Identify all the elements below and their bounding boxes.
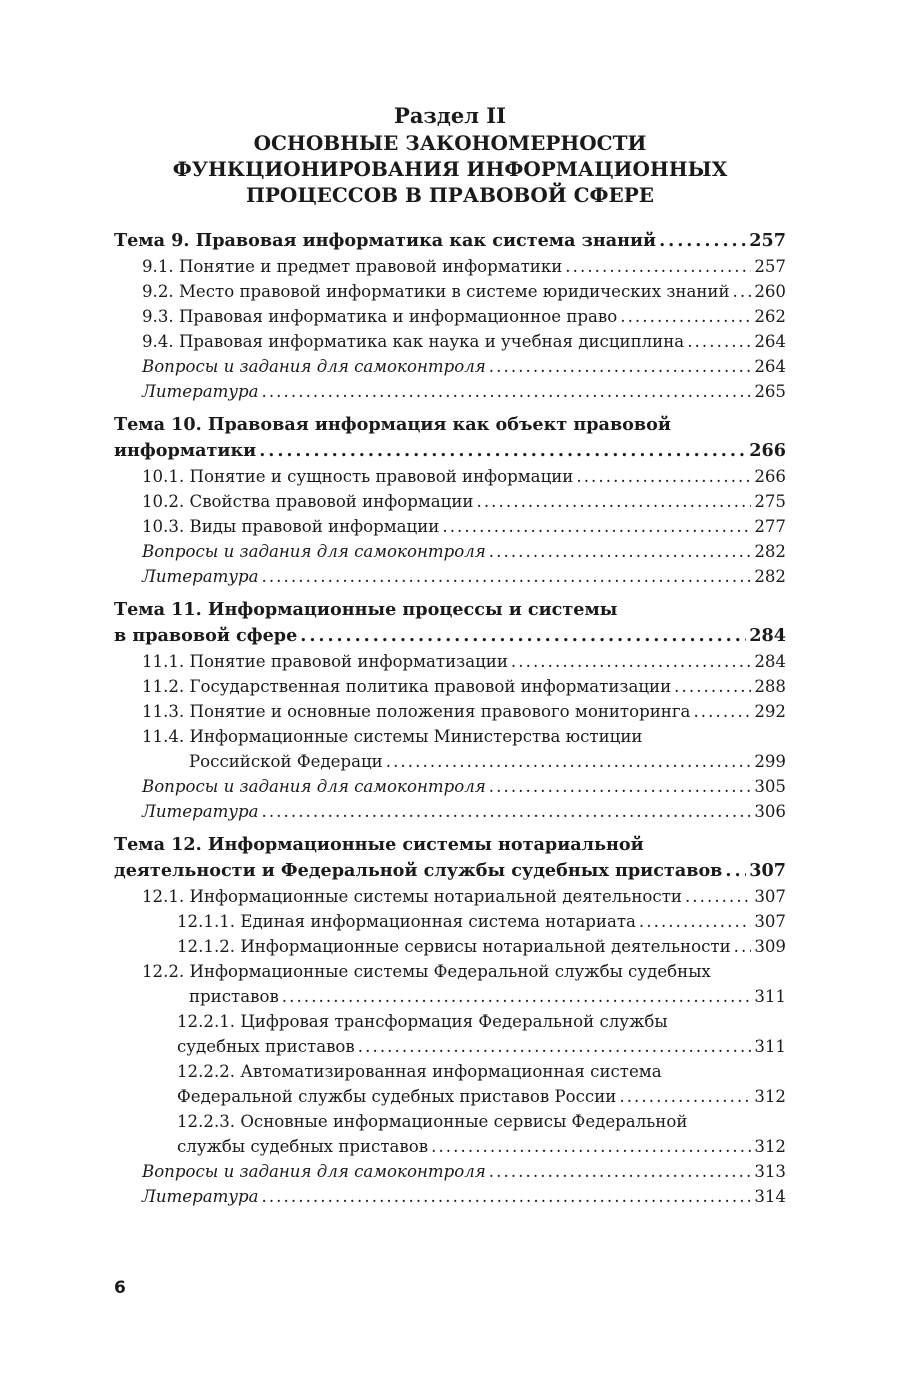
toc-subentry-title-line[interactable]: 12.2.2. Автоматизированная информационная система (177, 1062, 662, 1081)
toc-entry-title: Вопросы и задания для самоконтроля (142, 1162, 486, 1181)
section-number: Раздел II (394, 103, 506, 128)
toc-entry-title-line[interactable]: 12.2. Информационные системы Федеральной службы судебных (142, 962, 711, 981)
toc-page-number: 313 (754, 1162, 786, 1181)
toc-entry-title: Литература (142, 1187, 259, 1206)
toc-subentry[interactable] (114, 934, 786, 959)
dot-leader (576, 464, 751, 489)
topic-12 (114, 832, 786, 1209)
toc-subentry[interactable] (114, 1134, 786, 1159)
toc-subentry-title-line[interactable]: 12.2.1. Цифровая трансформация Федеральной службы (177, 1012, 668, 1031)
toc-page-number: 288 (754, 677, 786, 696)
toc-page-number: 314 (754, 1187, 786, 1206)
toc-entry-title: Литература (142, 802, 259, 821)
dot-leader (733, 279, 752, 304)
toc-entry[interactable] (114, 884, 786, 909)
toc-page-number: 265 (754, 382, 786, 401)
toc-entry[interactable] (114, 674, 786, 699)
toc-entry-title-line[interactable]: Тема 11. Информационные процессы и системы (114, 599, 618, 620)
toc-entry-title: 9.2. Место правовой информатики в системе юридических знаний (142, 282, 730, 301)
toc-entry-title: 9.1. Понятие и предмет правовой информатики (142, 257, 563, 276)
toc-page-number: 266 (749, 440, 786, 461)
dot-leader (693, 699, 751, 724)
toc-entry[interactable] (114, 489, 786, 514)
toc-subentry[interactable] (114, 1084, 786, 1109)
toc-page-number: 306 (754, 802, 786, 821)
toc-page-number: 309 (754, 937, 786, 956)
toc-entry-title: приставов (189, 987, 279, 1006)
toc-entry[interactable] (114, 279, 786, 304)
toc-entry[interactable] (114, 464, 786, 489)
dot-leader (565, 254, 751, 279)
table-of-contents (114, 228, 786, 1209)
dot-leader (511, 649, 751, 674)
dot-leader (476, 489, 751, 514)
toc-page-number: 311 (754, 987, 786, 1006)
toc-entry-title: Вопросы и задания для самоконтроля (142, 357, 486, 376)
dot-leader (442, 514, 751, 539)
dot-leader (259, 438, 746, 464)
toc-entry-topic-12[interactable] (114, 858, 786, 884)
toc-page-number: 307 (749, 860, 786, 881)
toc-entry-title: Федеральной службы судебных приставов России (177, 1087, 617, 1106)
toc-entry[interactable] (114, 984, 786, 1009)
toc-entry-topic-10[interactable] (114, 438, 786, 464)
toc-page-number: 299 (754, 752, 786, 771)
dot-leader (674, 674, 751, 699)
toc-entry-title: Литература (142, 567, 259, 586)
toc-entry-title: 10.1. Понятие и сущность правовой информации (142, 467, 574, 486)
toc-entry-title: в правовой сфере (114, 625, 298, 646)
topic-10 (114, 412, 786, 589)
toc-page-number: 305 (754, 777, 786, 796)
toc-page-number: 282 (754, 567, 786, 586)
toc-entry-title: 12.1. Информационные системы нотариальной деятельности (142, 887, 682, 906)
dot-leader (489, 539, 752, 564)
toc-entry-title: 9.3. Правовая информатика и информационное право (142, 307, 618, 326)
dot-leader (261, 799, 751, 824)
toc-entry-title: 11.2. Государственная политика правовой информатизации (142, 677, 672, 696)
toc-entry-title: 11.1. Понятие правовой информатизации (142, 652, 508, 671)
toc-entry-topic-9[interactable] (114, 228, 786, 254)
toc-page-number: 266 (754, 467, 786, 486)
toc-page-number: 282 (754, 542, 786, 561)
toc-entry[interactable] (114, 749, 786, 774)
topic-9 (114, 228, 786, 404)
toc-entry-title-line[interactable]: 11.4. Информационные системы Министерства юстиции (142, 727, 643, 746)
toc-subentry-title-line[interactable]: 12.2.3. Основные информационные сервисы Федеральной (177, 1112, 688, 1131)
toc-entry-questions[interactable] (114, 354, 786, 379)
dot-leader (489, 774, 752, 799)
dot-leader (431, 1134, 751, 1159)
toc-entry[interactable] (114, 329, 786, 354)
dot-leader (619, 1084, 751, 1109)
toc-page-number: 284 (749, 625, 786, 646)
toc-entry-title: 11.3. Понятие и основные положения правового мониторинга (142, 702, 691, 721)
toc-entry-title: 10.3. Виды правовой информации (142, 517, 440, 536)
toc-entry-title: Вопросы и задания для самоконтроля (142, 542, 486, 561)
topic-11 (114, 597, 786, 824)
section-heading (114, 103, 786, 208)
toc-page-number: 292 (754, 702, 786, 721)
section-title-line: ФУНКЦИОНИРОВАНИЯ ИНФОРМАЦИОННЫХ (172, 157, 728, 181)
dot-leader (358, 1034, 752, 1059)
toc-entry-title: судебных приставов (177, 1037, 355, 1056)
toc-entry-literature[interactable] (114, 799, 786, 824)
toc-entry-questions[interactable] (114, 539, 786, 564)
dot-leader (639, 909, 751, 934)
toc-entry[interactable] (114, 699, 786, 724)
toc-entry-title: 9.4. Правовая информатика как наука и учебная дисциплина (142, 332, 685, 351)
toc-page-number: 260 (754, 282, 786, 301)
dot-leader (261, 564, 751, 589)
toc-entry-literature[interactable] (114, 379, 786, 404)
toc-entry[interactable] (114, 254, 786, 279)
toc-page-number: 275 (754, 492, 786, 511)
dot-leader (261, 379, 751, 404)
dot-leader (734, 934, 752, 959)
dot-leader (489, 1159, 752, 1184)
toc-page-number: 312 (754, 1137, 786, 1156)
toc-entry[interactable] (114, 514, 786, 539)
section-title-line: ОСНОВНЫЕ ЗАКОНОМЕРНОСТИ (253, 131, 647, 155)
toc-entry-topic-11[interactable] (114, 623, 786, 649)
toc-entry-literature[interactable] (114, 564, 786, 589)
toc-entry[interactable] (114, 304, 786, 329)
dot-leader (725, 858, 746, 884)
toc-entry-questions[interactable] (114, 1159, 786, 1184)
toc-page-number: 257 (754, 257, 786, 276)
dot-leader (386, 749, 752, 774)
toc-entry-title: деятельности и Федеральной службы судебных приставов (114, 860, 723, 881)
toc-entry-title: службы судебных приставов (177, 1137, 429, 1156)
dot-leader (685, 884, 751, 909)
toc-page-number: 277 (754, 517, 786, 536)
toc-entry-title: 12.1.2. Информационные сервисы нотариальной деятельности (177, 937, 731, 956)
toc-entry-questions[interactable] (114, 774, 786, 799)
dot-leader (300, 623, 746, 649)
dot-leader (282, 984, 752, 1009)
toc-page-number: 284 (754, 652, 786, 671)
toc-entry-literature[interactable] (114, 1184, 786, 1209)
dot-leader (261, 1184, 751, 1209)
toc-page-number: 311 (754, 1037, 786, 1056)
toc-subentry[interactable] (114, 909, 786, 934)
section-title-line: ПРОЦЕССОВ В ПРАВОВОЙ СФЕРЕ (245, 183, 655, 207)
toc-entry-title: 10.2. Свойства правовой информации (142, 492, 474, 511)
toc-entry-title: информатики (114, 440, 257, 461)
toc-page-number: 262 (754, 307, 786, 326)
toc-page-number: 264 (754, 332, 786, 351)
dot-leader (620, 304, 751, 329)
toc-entry-title: 12.1.1. Единая информационная система нотариата (177, 912, 636, 931)
toc-entry-title: Российской Федераци (189, 752, 383, 771)
page-number: 6 (114, 1278, 126, 1298)
toc-entry-title-line[interactable]: Тема 12. Информационные системы нотариальной (114, 834, 644, 855)
toc-page-number: 264 (754, 357, 786, 376)
dot-leader (489, 354, 752, 379)
toc-page-number: 307 (754, 912, 786, 931)
toc-entry-title: Вопросы и задания для самоконтроля (142, 777, 486, 796)
toc-entry-title: Литература (142, 382, 259, 401)
toc-subentry[interactable] (114, 1034, 786, 1059)
dot-leader (659, 228, 746, 254)
toc-page-number: 307 (754, 887, 786, 906)
toc-page-number: 312 (754, 1087, 786, 1106)
toc-entry-title: Тема 9. Правовая информатика как система знаний (114, 230, 657, 251)
toc-entry-title-line[interactable]: Тема 10. Правовая информация как объект правовой (114, 414, 671, 435)
toc-page-number: 257 (749, 230, 786, 251)
dot-leader (687, 329, 751, 354)
toc-entry[interactable] (114, 649, 786, 674)
